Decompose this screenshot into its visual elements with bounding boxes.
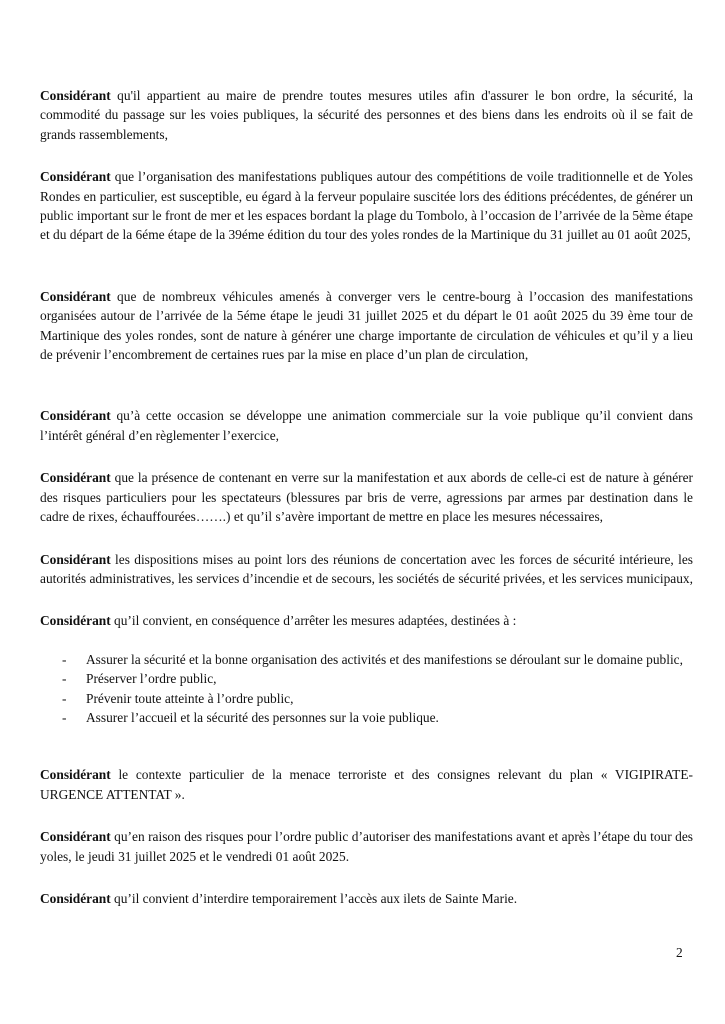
paragraph-text: que la présence de contenant en verre sur la manifestation et aux abords de celle-ci est de nature à générer des risques particuliers pour les spectateurs (blessures par bris de verre, agressions par armes par destination dans le cadre de rixes, échauffourées…….) et qu’il s’avère important de mettre en place les mesures nécessaires, [40,470,693,525]
paragraph-considerant-9 [40,827,693,866]
keyword-considerant: Considérant [40,169,111,185]
keyword-considerant: Considérant [40,470,111,486]
paragraph-text: qu'il appartient au maire de prendre toutes mesures utiles afin d'assurer le bon ordre, la sécurité, la commodité du passage sur les voies publiques, la sécurité des personnes et des biens dans les endroits où il se fait de grands rassemblements, [40,88,693,142]
list-item [40,650,693,669]
list-item-text: Assurer la sécurité et la bonne organisation des activités et des manifestions se déroulant sur le domaine public, [86,651,683,667]
paragraph-text: qu’en raison des risques pour l’ordre public d’autoriser des manifestations avant et après l’étape du tour des yoles, le jeudi 31 juillet 2025 et le vendredi 01 août 2025. [40,829,693,864]
paragraph-considerant-2 [40,167,693,245]
paragraph-text: le contexte particulier de la menace terroriste et des consignes relevant du plan « VIGIPIRATE- URGENCE ATTENTAT ». [40,767,693,802]
paragraph-text: les dispositions mises au point lors des réunions de concertation avec les forces de sécurité intérieure, les autorités administratives, les services d’incendie et de secours, les sociétés de sécurité privées, et les services municipaux, [40,551,693,586]
list-item-text: Prévenir toute atteinte à l’ordre public, [86,690,294,706]
paragraph-text: qu’à cette occasion se développe une animation commerciale sur la voie publique qu’il convient dans l’intérêt général d’en règlementer l’exercice, [40,408,693,443]
list-dash: - [62,690,67,706]
keyword-considerant: Considérant [40,613,111,629]
paragraph-considerant-6 [40,550,693,589]
list-dash: - [62,671,67,687]
list-dash: - [62,651,67,667]
keyword-considerant: Considérant [40,829,111,845]
keyword-considerant: Considérant [40,890,111,906]
paragraph-considerant-4 [40,406,693,445]
keyword-considerant: Considérant [40,288,111,304]
paragraph-considerant-1 [40,86,693,144]
paragraph-text: qu’il convient d’interdire temporairement l’accès aux ilets de Sainte Marie. [110,890,518,906]
keyword-considerant: Considérant [40,551,111,567]
paragraph-text: qu’il convient, en conséquence d’arrêter les mesures adaptées, destinées à : [110,613,517,629]
list-dash: - [62,709,67,725]
list-item [40,689,693,708]
list-item-text: Assurer l’accueil et la sécurité des personnes sur la voie publique. [86,709,439,725]
paragraph-text: que l’organisation des manifestations publiques autour des compétitions de voile traditionnelle et de Yoles Rondes en particulier, est susceptible, eu égard à la ferveur populaire suscitée lors des éditions précédentes, de générer un public important sur le front de mer et les espaces bordant la plage du Tombolo, à l’occasion de l’arrivée de la 5ème étape et du départ de la 6éme étape de la 39éme édition du tour des yoles rondes de la Martinique du 31 juillet au 01 août 2025, [40,169,693,243]
paragraph-text: que de nombreux véhicules amenés à converger vers le centre-bourg à l’occasion des manifestations organisées autour de l’arrivée de la 5éme étape le jeudi 31 juillet 2025 et du départ le 01 août 2025 du 39 ème tour de Martinique des yoles rondes, sont de nature à générer une charge importante de circulation de véhicules et qu’il y a lieu de prévenir l’encombrement de certaines rues par la mise en place d’un plan de circulation, [40,288,693,363]
paragraph-considerant-3 [40,287,693,365]
paragraph-considerant-7 [40,611,693,630]
paragraph-considerant-10 [40,889,693,908]
page-number: 2 [676,945,683,960]
list-item [40,708,693,727]
list-item [40,669,693,688]
keyword-considerant: Considérant [40,767,111,783]
measures-list [40,650,693,728]
paragraph-considerant-8 [40,765,693,804]
keyword-considerant: Considérant [40,408,111,424]
paragraph-considerant-5 [40,468,693,526]
list-item-text: Préserver l’ordre public, [86,671,217,687]
keyword-considerant: Considérant [40,88,111,103]
document-body [40,86,693,908]
